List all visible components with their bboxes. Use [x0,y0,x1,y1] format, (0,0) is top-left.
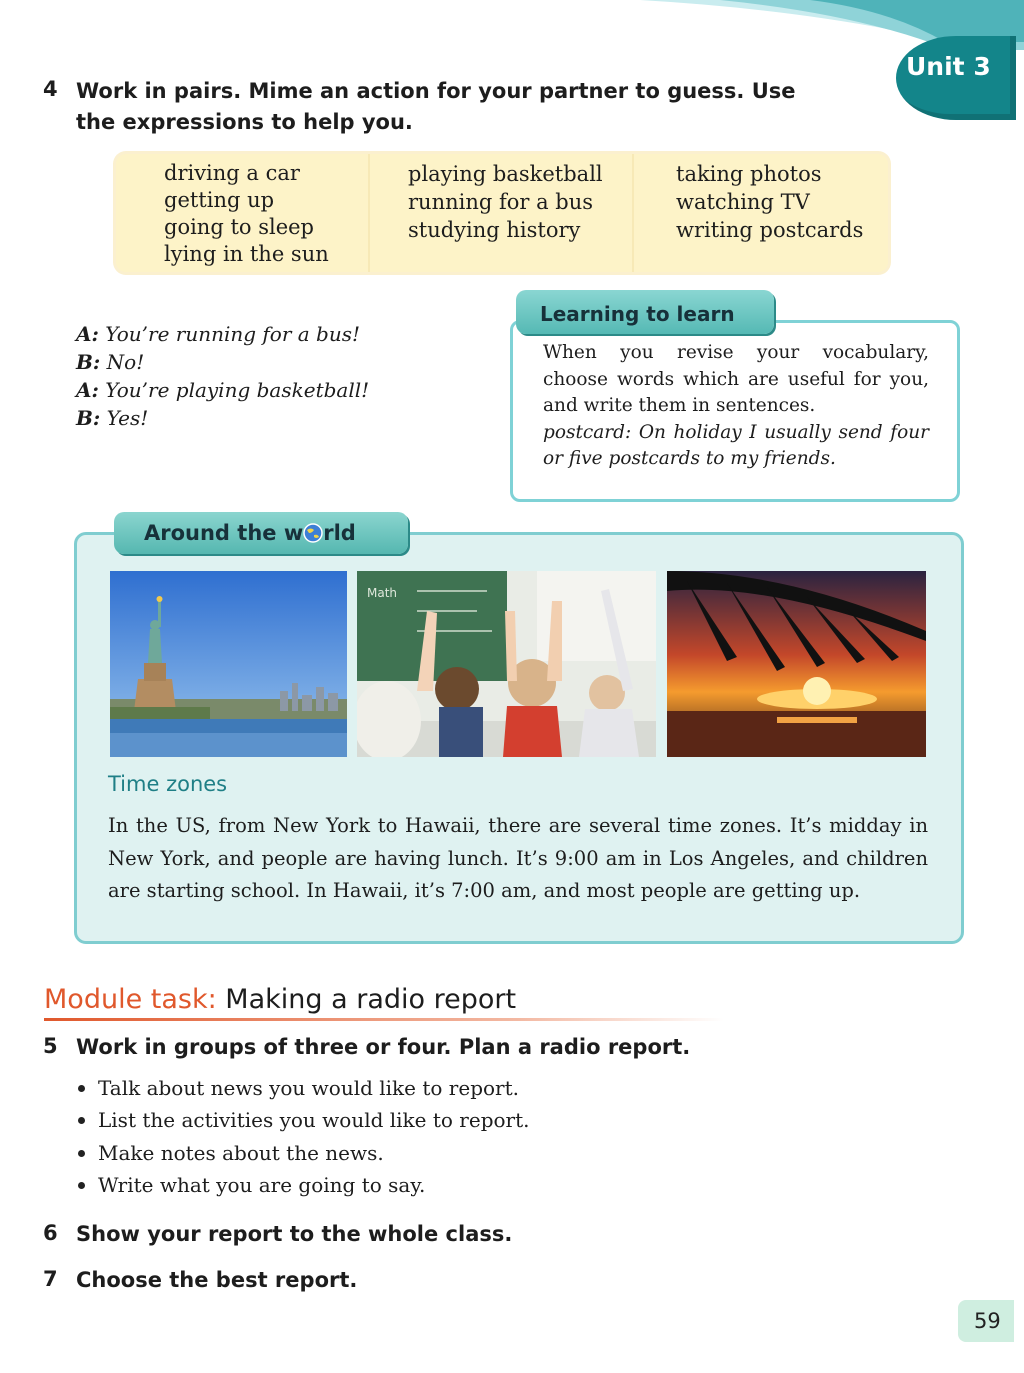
expressions-box [116,154,888,272]
expression-item: watching TV [676,190,810,214]
task-6-number: 6 [43,1221,58,1245]
task-5-instruction: Work in groups of three or four. Plan a radio report. [76,1035,691,1059]
photo-classroom [357,571,656,757]
expressions-column-1 [164,160,329,268]
module-task-title: Making a radio report [216,984,517,1015]
dialogue-line [76,376,369,404]
chalkboard-text: Math [367,586,398,600]
dialogue-line [76,348,369,376]
expressions-column-3 [676,160,863,244]
module-task-label: Module task: [44,984,217,1015]
expression-item: going to sleep [164,215,314,239]
expression-item: running for a bus [408,190,594,214]
bullet-item: List the activities you would like to report. [76,1104,530,1136]
column-divider [368,154,370,272]
title-part: rld [323,521,356,545]
expression-item: playing basketball [408,162,603,186]
module-task-underline [44,1018,724,1021]
learning-to-learn-text [543,340,929,473]
bullet-item: Talk about news you would like to report. [76,1072,530,1104]
task-7-instruction: Choose the best report. [76,1268,358,1292]
dialogue-line [76,404,369,432]
task-4-number: 4 [43,77,58,101]
expression-item: taking photos [676,162,822,186]
speaker: A: [76,378,99,402]
globe-icon [303,523,323,543]
expression-item: writing postcards [676,218,864,242]
time-zones-title: Time zones [108,772,228,796]
dialogue-text: You’re running for a bus! [105,322,361,346]
page-number: 59 [974,1309,1001,1333]
expression-item: driving a car [164,161,300,185]
task-4-instruction [76,76,796,138]
task-7-number: 7 [43,1267,58,1291]
photo-sunset-palm [667,571,926,757]
photo-statue-of-liberty [110,571,347,757]
around-the-world-title [144,521,356,545]
bullet-item: Write what you are going to say. [76,1169,530,1201]
expression-item: studying history [408,218,581,242]
speaker: A: [76,322,99,346]
module-task-heading [44,984,516,1015]
tip-text: When you revise your vocabulary, choose words which are useful for you, and write them in sentences. [543,342,929,416]
speaker: B: [76,350,101,374]
title-part: Around the w [144,521,304,545]
bullet-item: Make notes about the news. [76,1137,530,1169]
expression-item: lying in the sun [164,242,329,266]
dialogue-text: You’re playing basketball! [105,378,370,402]
task-4-line-1: Work in pairs. Mime an action for your partner to guess. Use [76,79,796,103]
dialogue-text: Yes! [106,406,149,430]
example-dialogue [76,320,369,432]
task-5-bullets [76,1072,530,1201]
time-zones-text: In the US, from New York to Hawaii, there are several time zones. It’s midday in New York, and people are having lunch. It’s 9:00 am in Los Angeles, and children are starting school. In Hawaii, it’s 7:00 am, and most people are getting up. [108,814,928,902]
expression-item: getting up [164,188,275,212]
dialogue-line [76,320,369,348]
task-5-number: 5 [43,1034,58,1058]
dialogue-text: No! [106,350,145,374]
speaker: B: [76,406,101,430]
page-number-tab [958,1300,1014,1342]
expressions-column-2 [408,160,603,244]
column-divider [632,154,634,272]
unit-label: Unit 3 [906,52,991,81]
learning-to-learn-title: Learning to learn [540,302,735,326]
tip-example: postcard: On holiday I usually send four or five postcards to my friends. [543,421,929,469]
task-6-instruction: Show your report to the whole class. [76,1222,513,1246]
task-4-line-2: the expressions to help you. [76,110,413,134]
